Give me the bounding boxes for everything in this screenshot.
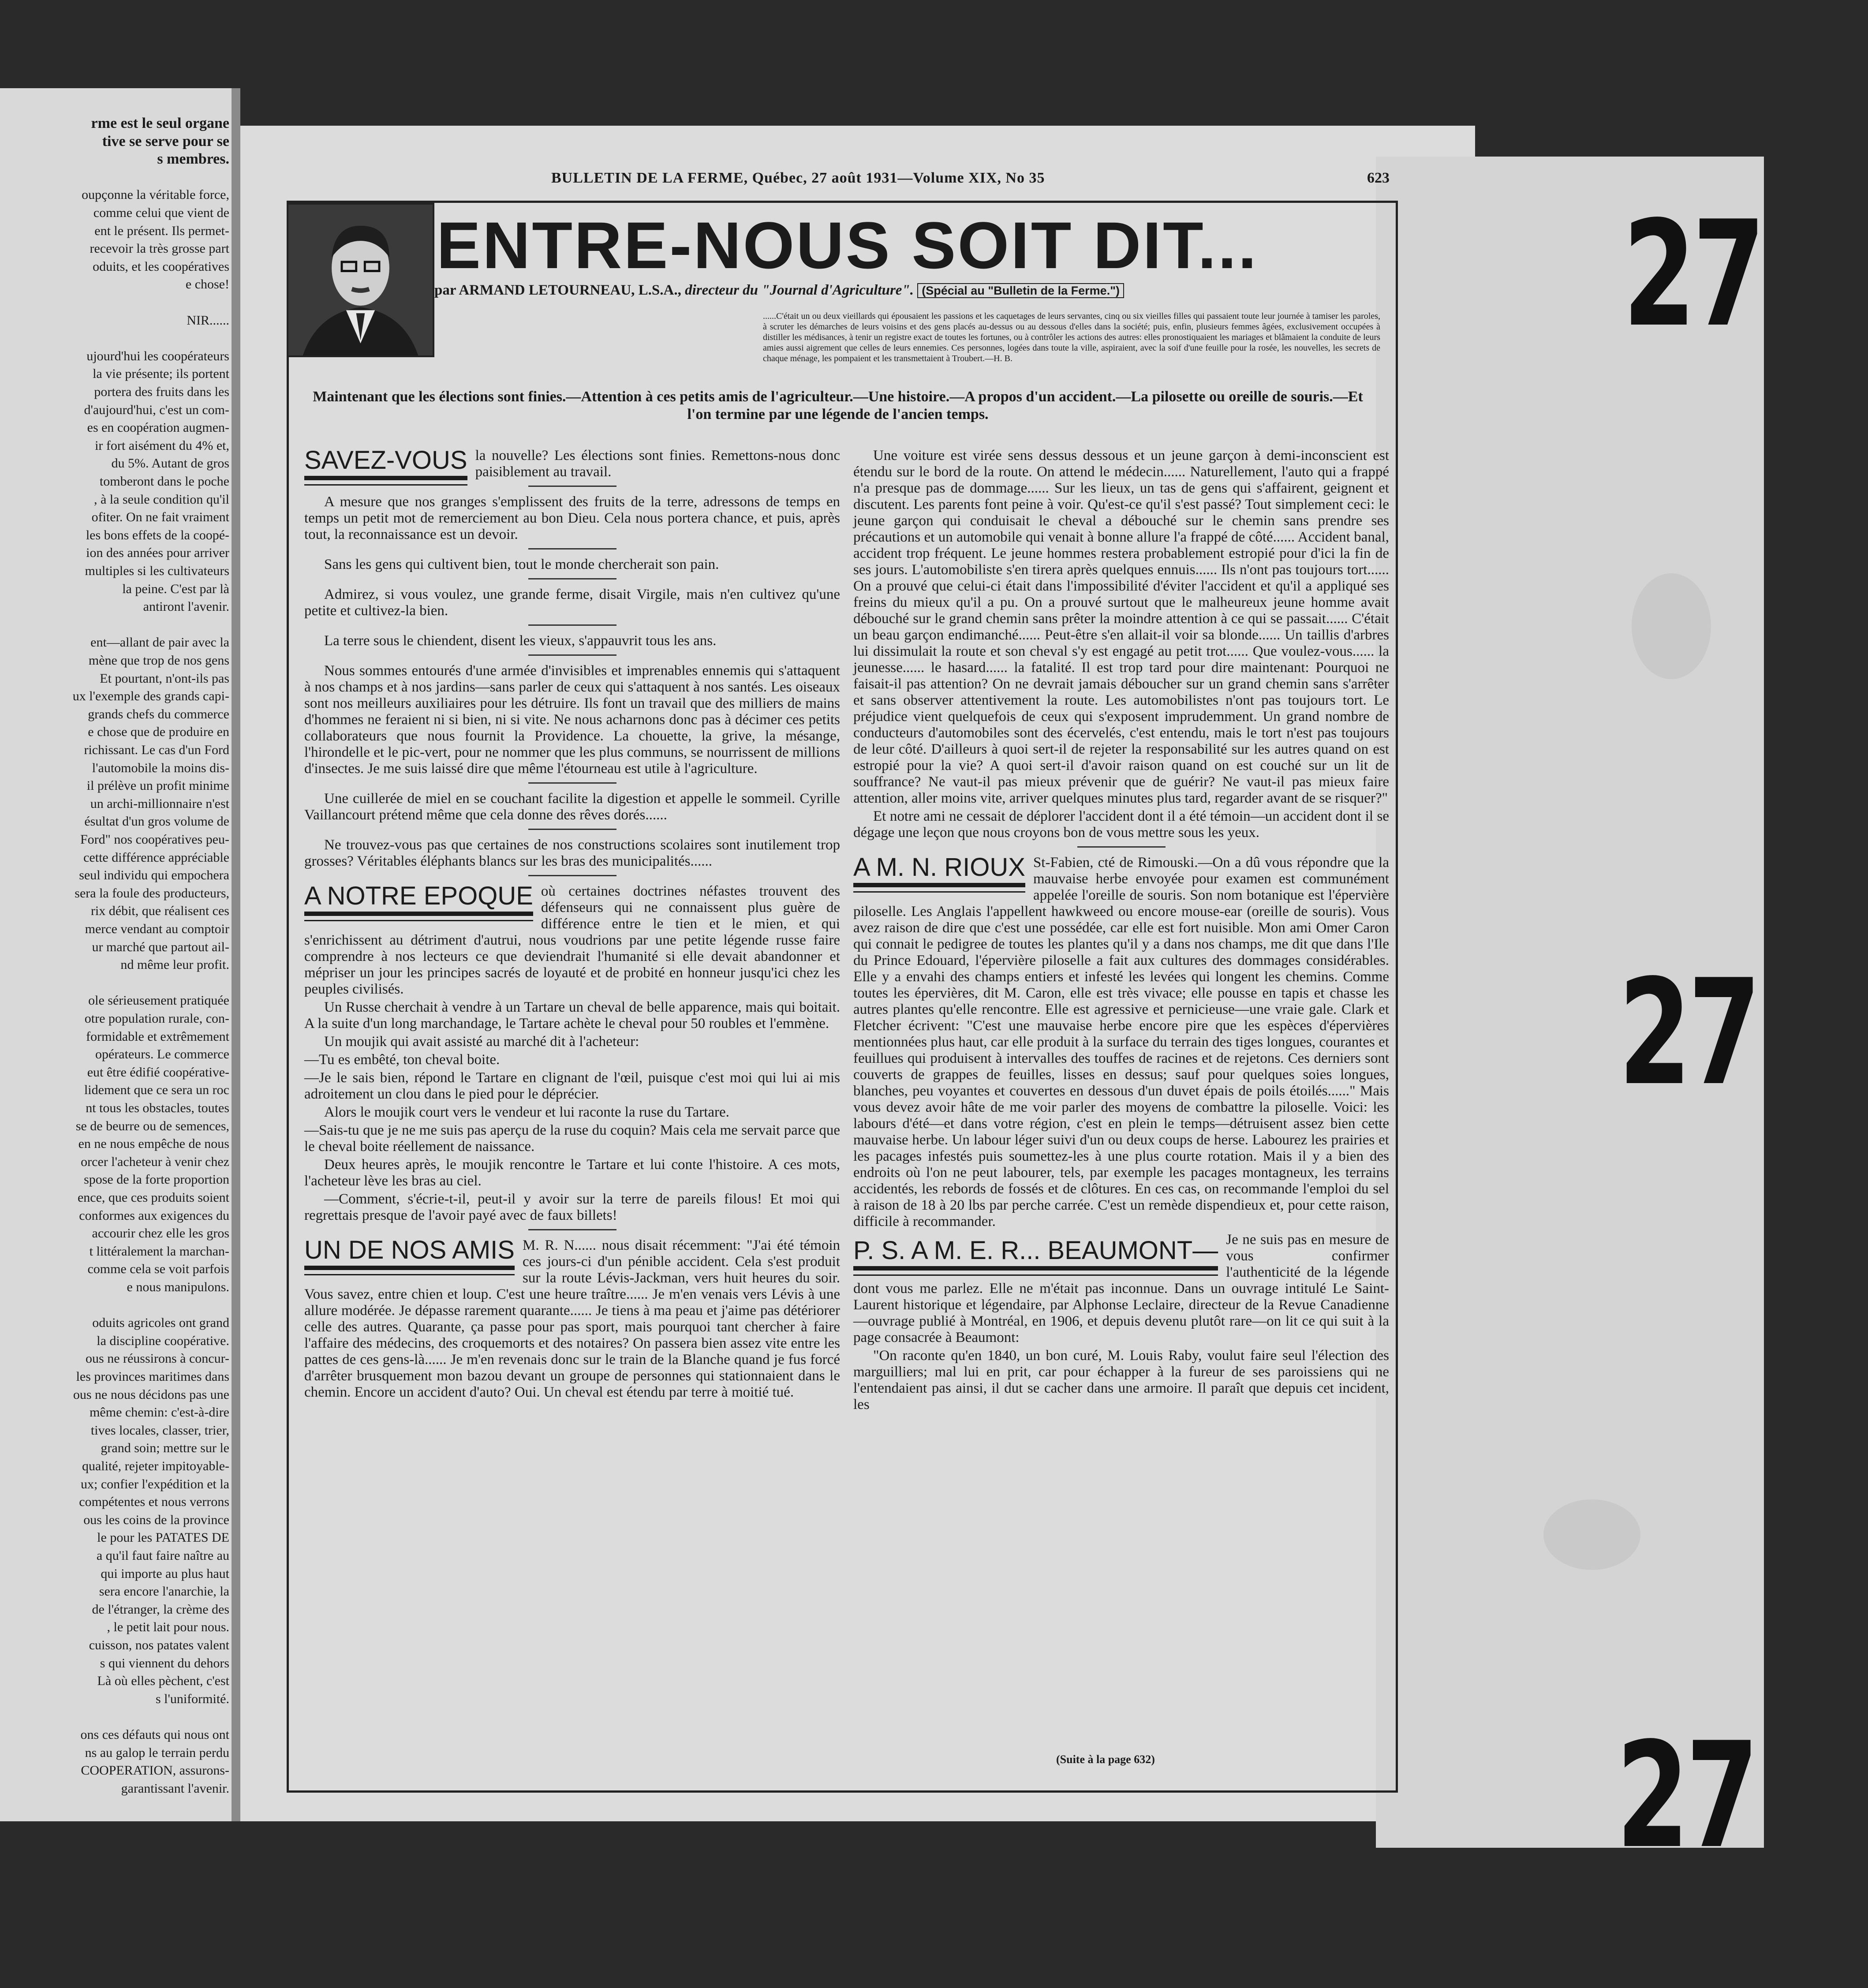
left-page-line: qualité, rejeter impitoyable- [82, 1459, 229, 1473]
left-page-line: compétentes et nous verrons [79, 1495, 229, 1510]
paragraph: Nous sommes entourés d'une armée d'invisibles et imprenables ennemis qui s'attaquent à nos champs et à nos jardins—sans parler de ceux qui s'attaquent à nos santés. Les oiseaux sont nos meilleurs auxiliaires pour les détruire. Ils font un travail que des milliers de mains d'hommes ne feraient ni si bien, ni si vite. Ne nous acharnons donc pas à décimer ces petits collaborateurs que nous fournit la Providence. La chouette, la grive, la mésange, l'hirondelle et le pic-vert, pour ne nommer que les plus communs, se nourrissent de millions d'insectes. Je me suis laissé dire que même l'étourneau est utile à l'agriculture. [304, 663, 840, 777]
left-page-line: ence, que ces produits soient [77, 1190, 229, 1205]
left-page-line: merce vendant au comptoir [85, 922, 229, 936]
left-page-line: tive se serve pour se [102, 133, 229, 149]
paragraph: Ne trouvez-vous pas que certaines de nos constructions scolaires sont inutilement trop grosses? Véritables éléphants blancs sur les bras des municipalités...... [304, 837, 840, 869]
left-page-line: ion des années pour arriver [86, 546, 229, 561]
left-page-line: ent le présent. Ils permet- [94, 223, 229, 238]
left-page-line: e chose que de produire en [88, 725, 229, 740]
left-page-line: formidable et extrêmement [86, 1029, 229, 1044]
left-page-line: ux l'exemple des grands capi- [72, 689, 229, 704]
paragraph: Deux heures après, le moujik rencontre le Tartare et lui conte l'histoire. A ces mots, l'acheteur lève les bras au ciel. [304, 1157, 840, 1189]
paragraph: Une cuillerée de miel en se couchant facilite la digestion et appelle le sommeil. Cyrille Vaillancourt prétend même que cela donne des rêves dorés...... [304, 791, 840, 823]
paragraph: Admirez, si vous voulez, une grande ferme, disait Virgile, mais n'en cultivez qu'une petite et cultivez-la bien. [304, 587, 840, 619]
left-page-line: e nous manipulons. [127, 1280, 229, 1294]
paragraph: A mesure que nos granges s'emplissent des fruits de la terre, adressons de temps en temps un petit mot de remerciement au bon Dieu. Cela nous portera chance, et puis, après tout, la reconnaissance est un devoir. [304, 494, 840, 542]
page-number: 623 [1367, 170, 1390, 186]
left-page-line: Ford" nos coopératives peu- [80, 832, 229, 847]
left-page-line: s qui viennent du dehors [100, 1655, 229, 1670]
left-page-line: tives locales, classer, trier, [90, 1423, 229, 1438]
left-page-line: richissant. Le cas d'un Ford [84, 743, 229, 757]
left-page-line: d'aujourd'hui, c'est un com- [84, 402, 229, 417]
left-page-line: l'automobile la moins dis- [92, 760, 229, 775]
paragraph: Alors le moujik court vers le vendeur et lui raconte la ruse du Tartare. [324, 1104, 729, 1120]
left-page-line: oduits agricoles ont grand [92, 1315, 229, 1330]
left-page-line: orcer l'acheteur à venir chez [81, 1154, 229, 1169]
paper-stain [1632, 573, 1711, 679]
section-heading-a-m-n-rioux: A M. N. RIOUX [853, 855, 1025, 887]
left-page-line: qui importe au plus haut [101, 1566, 229, 1581]
paragraph: Un moujik qui avait assisté au marché dit à l'acheteur: [324, 1034, 639, 1050]
divider [528, 548, 616, 549]
page-gutter [232, 88, 240, 1821]
left-page-line: spose de la forte proportion [84, 1172, 229, 1187]
left-page-line: se de beurre ou de semences, [75, 1118, 229, 1133]
left-page-line: , à la seule condition qu'il [93, 492, 229, 507]
paragraph: La terre sous le chiendent, disent les vieux, s'appauvrit tous les ans. [324, 633, 717, 649]
left-page-line: es en coopération augmen- [87, 420, 229, 435]
left-page-line: eut être édifié coopérative- [87, 1065, 229, 1080]
left-page-line: les provinces maritimes dans [76, 1369, 229, 1384]
paragraph: —Sais-tu que je ne me suis pas aperçu de la ruse du coquin? Mais cela me servait parce que le cheval boite réellement de naissance. [304, 1122, 840, 1155]
issue-marker-bottom: 27 [1616, 1711, 1756, 1880]
section-heading-ps-beaumont: P. S. A M. E. R... BEAUMONT— [853, 1238, 1218, 1271]
left-page-line: recevoir la très grosse part [90, 241, 229, 256]
left-page-line: NIR...... [187, 313, 229, 328]
left-page-line: ux; confier l'expédition et la [81, 1476, 229, 1491]
left-page-line: accourir chez elle les gros [92, 1226, 229, 1241]
left-page-line: nd même leur profit. [120, 957, 229, 972]
paragraph: Sans les gens qui cultivent bien, tout le monde chercherait son pain. [324, 557, 719, 572]
left-page-line: , le petit lait pour nous. [107, 1620, 229, 1635]
byline [434, 282, 1124, 299]
author-role: directeur du "Journal d'Agriculture". [685, 282, 914, 298]
left-page-line: rix débit, que réalisent ces [90, 904, 229, 919]
section-heading-a-notre-epoque: A NOTRE EPOQUE [304, 883, 533, 916]
paragraph: —Comment, s'écrie-t-il, peut-il y avoir sur la terre de pareils filous! Et moi qui regrettais presque de l'avoir payé avec de faux billets! [304, 1191, 840, 1223]
left-page-line: conformes aux exigences du [79, 1208, 229, 1223]
left-page-line: les bons effets de la coopé- [86, 527, 229, 542]
author-portrait [287, 203, 434, 357]
left-page-line: antiront l'avenir. [143, 599, 229, 614]
left-page-line: ésultat d'un gros volume de [84, 814, 229, 829]
paragraph: —Tu es embêté, ton cheval boite. [304, 1052, 500, 1068]
left-page-line: Là où elles pèchent, c'est [97, 1674, 229, 1689]
left-page-line: de l'étranger, la crème des [92, 1602, 229, 1617]
left-page-line: même chemin: c'est-à-dire [90, 1405, 229, 1420]
left-page-line: seul individu qui empochera [79, 868, 229, 883]
paragraph: —Je le sais bien, répond le Tartare en clignant de l'œil, puisque c'est moi qui lui ai mis adroitement un clou dans le pied pour le déprécier. [304, 1070, 840, 1102]
divider [528, 486, 616, 487]
divider [528, 578, 616, 579]
divider [1077, 846, 1166, 848]
left-page-line: Et pourtant, n'ont-ils pas [100, 671, 229, 686]
paragraph: Un Russe cherchait à vendre à un Tartare un cheval de belle apparence, mais qui boitait. A la suite d'un long marchandage, le Tartare achète le cheval pour 50 roubles et l'emmène. [304, 999, 840, 1031]
issue-marker-top: 27 [1623, 190, 1763, 359]
continued-note: (Suite à la page 632) [1056, 1753, 1155, 1766]
left-page-line: ole sérieusement pratiquée [88, 993, 229, 1008]
divider [528, 1229, 616, 1230]
left-page-line: ous ne nous décidons pas une [73, 1387, 229, 1402]
left-page-line: otre population rurale, con- [84, 1011, 229, 1026]
left-page-line: ous les coins de la province [83, 1512, 229, 1527]
section-heading-savez-vous: SAVEZ-VOUS [304, 448, 467, 480]
left-page-line: du 5%. Autant de gros [111, 456, 229, 471]
divider [528, 782, 616, 784]
left-page-line: la peine. C'est par là [122, 581, 229, 596]
epigraph: ......C'était un ou deux vieillards qui épousaient les passions et les caquetages de leurs servantes, cinq ou six vieilles filles qui passaient toute leur journée à tamiser les paroles, à scruter les démarches de leurs voisins et des gens placés au-dessus ou au dessous d'elles dans la société; puis, enfin, plusieurs femmes âgées, exclusivement occupées à distiller les médisances, à tenir un registre exact de toutes les fortunes, ou à contrôler les actions des autres: elles pronostiquaient les mariages et blâmaient la conduite de leurs amies aussi aigrement que celles de leurs ennemies. Ces personnes, logées dans toute la ville, aspiraient, avec la soif d'une feuille pour la rosée, les nouvelles, les secrets de chaque ménage, les pompaient et les transmettaient à Troubert.—H. B. [763, 311, 1380, 363]
article-summary: Maintenant que les élections sont finies.—Attention à ces petits amis de l'agriculteur.—Une histoire.—A propos d'un accident.—La pilosette ou oreille de souris.—Et l'on termine par une légende de l'ancien temps. [313, 389, 1363, 422]
paragraph: Une voiture est virée sens dessus dessous et un jeune garçon à demi-inconscient est étendu sur le bord de la route. On attend le médecin...... Naturellement, l'auto qui a frappé n'a presque pas de dommage...... Sur les lieux, un tas de gens qui s'affairent, geignent et discutent. Les parents font peine à voir. Qu'est-ce qu'il s'est passé? Tout simplement ceci: le jeune garçon qui conduisait le cheval a débouché sur le chemin sans prendre ses précautions et un automobile qui venait à bonne allure l'a frappé de côté...... Accident banal, accident trop fréquent. Le jeune hommes restera probablement estropié pour d'ici la fin de ses jours. L'automobiliste s'en tirera après quelques ennuis...... Ils n'ont pas toujours tort...... On a prouvé que celui-ci était dans l'impossibilité d'éviter l'accident et qu'il a appliqué ses freins du mieux qu'il a pu. On a prouvé surtout que le malheureux jeune homme avait débouché sur le grand chemin sans prêter la moindre attention à ce qui se passait...... C'était un beau garçon endimanché...... Peut-être s'en allait-il voir sa blonde...... Un taillis d'arbres lui dissimulait la route et son cheval s'y est engagé au petit trot...... Que voulez-vous...... la jeunesse...... le hasard...... la fatalité. Il est trop tard pour dire maintenant: Pourquoi ne faisait-il pas attention? On ne devrait jamais déboucher sur un grand chemin sans s'arrêter et sans observer attentivement la route. Les automobilistes n'ont pas toujours tort. Le préjudice vient quelquefois de ceux qui s'exposent imprudemment. Un grand nombre de conducteurs d'automobiles sont des écervelés, c'est entendu, mais le tort n'est pas toujours de leur côté. D'ailleurs à quoi sert-il de rejeter la responsabilité sur les autres quand on est estropié pour la vie? A quoi sert-il d'avoir raison quand on est couché sur un lit de souffrance? Ne vaut-il pas mieux prévenir que de guérir? Ne vaut-il pas mieux faire attention, aller moins vite, arriver quelques minutes plus tard, regarder avant de se risquer?" [853, 448, 1389, 806]
paragraph: "On raconte qu'en 1840, un bon curé, M. Louis Raby, voulut faire seul l'élection des marguilliers; mal lui en prit, car pour échapper à la fureur de ses paroissiens qui ne l'entendaient pas ainsi, il dut se cacher dans une armoire. Il paraît que depuis cet incident, les [853, 1348, 1389, 1413]
left-facing-page [0, 88, 232, 1821]
left-page-line: mène que trop de nos gens [88, 653, 229, 668]
left-page-line: cette différence appréciable [83, 850, 229, 865]
left-page-line: multiples si les cultivateurs [85, 564, 229, 578]
left-page-line: rme est le seul organe [91, 115, 229, 131]
divider [528, 624, 616, 626]
left-page-line: il prélève un profit minime [86, 778, 229, 793]
paper-stain [1543, 1499, 1640, 1570]
left-page-line: s l'uniformité. [155, 1691, 229, 1706]
left-page-line: un archi-millionnaire n'est [90, 796, 229, 811]
issue-marker-middle: 27 [1618, 948, 1758, 1117]
left-page-line: s membres. [157, 151, 229, 168]
left-page-line: oupçonne la véritable force, [82, 187, 229, 202]
left-page-line: ons ces défauts qui nous ont [80, 1727, 229, 1742]
left-page-line: nt tous les obstacles, toutes [86, 1101, 229, 1115]
divider [528, 654, 616, 656]
running-header: BULLETIN DE LA FERME, Québec, 27 août 1931—Volume XIX, No 35 [551, 170, 1045, 186]
column-left [304, 448, 840, 1402]
left-page-line: garantissant l'avenir. [121, 1781, 229, 1796]
portrait-engraving [288, 205, 433, 355]
paragraph: la nouvelle? Les élections sont finies. Remettons-nous donc paisiblement au travail. [475, 448, 840, 480]
author-name: par ARMAND LETOURNEAU, L.S.A., [434, 282, 685, 298]
left-page-line: tomberont dans le poche [99, 474, 229, 489]
left-page-line: comme celui que vient de [93, 206, 229, 220]
left-page-line: e chose! [185, 277, 229, 292]
paragraph: M. R. N...... nous disait récemment: "J'ai été témoin ces jours-ci d'un pénible accident. Cela s'est produit sur la route Lévis-Jackman, vers huit heures du soir. Vous savez, entre chien et loup. C'est une heure traître...... Je m'en venais vers Lévis à une allure modérée. Je dépasse rarement quarante...... Je tiens à ma peau et j'aime pas détériorer celle des autres. Quarante, ça passe pour pas sport, mais pourquoi tant chercher à faire l'affaire des médecins, des croquemorts et des notaires? On passera bien assez vite entre les pattes de ces gens-là...... Je m'en revenais donc sur le train de la Blanche quand je fus forcé d'arrêter brusquement mon bazou devant un groupe de personnes qui stationnaient dans le chemin. Encore un accident d'auto? Oui. Un cheval est étendu par terre à moitié tué. [304, 1237, 840, 1400]
left-page-line: le pour les PATATES DE [97, 1530, 229, 1545]
left-page-line: sera encore l'anarchie, la [99, 1584, 229, 1599]
left-page-line: COOPERATION, assurons- [81, 1763, 229, 1778]
paragraph: où certaines doctrines néfastes trouvent des défenseurs qui ne connaissent plus guère de différence entre le tien et le mien, et qui s'enrichissent au détriment d'autrui, nous voudrions par une petite légende russe faire comprendre à nos lecteurs ce que deviendrait l'humanité si elle devait abandonner et mépriser un jour les principes sacrés de loyauté et de probité en honneur jusqu'ici chez les peuples civilisés. [304, 883, 840, 997]
left-page-line: oduits, et les coopératives [93, 259, 229, 274]
left-page-line: opérateurs. Le commerce [95, 1047, 229, 1062]
left-page-line: grand soin; mettre sur le [101, 1441, 229, 1456]
column-right [853, 448, 1389, 1415]
divider [528, 829, 616, 830]
divider [528, 875, 616, 876]
left-page-line: la vie présente; ils portent [93, 366, 229, 381]
left-page-line: cuisson, nos patates valent [89, 1638, 229, 1652]
left-page-line: a qu'il faut faire naître au [96, 1548, 229, 1563]
left-page-line: ent—allant de pair avec la [90, 635, 229, 650]
paragraph: Et notre ami ne cessait de déplorer l'accident dont il a été témoin—un accident dont il se dégage une leçon que nous croyons bon de vous mettre sous les yeux. [853, 808, 1389, 841]
left-page-line: la discipline coopérative. [97, 1333, 229, 1348]
left-page-line: lidement que ce sera un roc [84, 1083, 229, 1098]
left-page-line: portera des fruits dans les [94, 385, 229, 399]
article-title: ENTRE-NOUS SOIT DIT... [437, 208, 1259, 282]
left-page-line: ns au galop le terrain perdu [85, 1745, 229, 1760]
left-page-line: t littéralement la marchan- [89, 1244, 229, 1259]
special-note: (Spécial au "Bulletin de la Ferme.") [917, 283, 1124, 298]
left-page-line: ous ne réussirons à concur- [86, 1351, 229, 1366]
section-heading-un-de-nos-amis: UN DE NOS AMIS [304, 1237, 515, 1270]
left-page-line: grands chefs du commerce [88, 706, 229, 721]
left-page-line: ujourd'hui les coopérateurs [86, 348, 229, 363]
left-page-line: ofiter. On ne fait vraiment [91, 510, 229, 525]
left-page-line: ir fort aisément du 4% et, [95, 438, 229, 453]
left-page-line: ur marché que partout ail- [92, 939, 229, 954]
left-page-line: sera la foule des producteurs, [75, 886, 229, 901]
left-page-line: en ne nous empêche de nous [78, 1136, 229, 1151]
paragraph: Je ne suis pas en mesure de vous confirmer l'authenticité de la légende dont vous me parlez. Elle ne m'était pas inconnue. Dans un ouvrage intitulé Le Saint-Laurent historique et légendaire, par Alphonse Leclaire, directeur de la Revue Canadienne—ouvrage publié à Montréal, en 1906, et depuis devenu plutôt rare—on lit ce qui suit à la page consacrée à Beaumont: [853, 1232, 1389, 1345]
left-page-line: comme cela se voit parfois [87, 1262, 229, 1277]
paragraph: St-Fabien, cté de Rimouski.—On a dû vous répondre que la mauvaise herbe envoyée pour examen est communément appelée l'oreille de souris. Son nom botanique est l'épervière piloselle. Les Anglais l'appellent hawkweed ou encore mouse-ear (oreille de souris). Vous avez raison de dire que c'est une possédée, car elle est fort nuisible. Mon ami Omer Caron qui connait le pedigree de toutes les plantes qu'il y a dans nos champs, me dit que dans l'Ile du Prince Edouard, l'épervière piloselle a fait aux cultures des dommages considérables. Elle y a envahi des champs entiers et infesté les levées qui longent les chemins. Comme toutes les épervières, dit M. Caron, elle est très vivace; elle pousse en tapis et chasse les autres plantes qu'elle rencontre. Elle est agressive et pernicieuse—une vraie gale. Clark et Fletcher écrivent: "C'est une mauvaise herbe encore pire que les espèces d'épervières mentionnées plus haut, car elle produit à la surface du terrain des tiges longues, courantes et feuillues qui produisent à intervalles des touffes de racines et de rejetons. Ces derniers sont couverts de grappes de feuilles, lisses en dessus; sauf pour quelques soies longues, blanches, peu voyantes et couvertes en dessous d'un duvet épais de poils étoilés......" Mais vous devez avoir hâte de me voir parler des moyens de combattre la piloselle. Voici: les labours d'été—et dans votre région, c'est en plein le temps—détruisent assez bien cette mauvaise herbe. Un labour léger suivi d'un ou deux coups de herse. Labourez les prairies et les pacages infestés puis soumettez-les à une plus courte rotation. Mais il y a bien des endroits où l'on ne peut labourer, tels, par exemple les pacages montagneux, les terrains accidentés, les rebords de fossés et de clôtures. En ces cas, on recommande l'emploi du sel à raison de 18 à 20 lbs par perche carrée. C'est un remède dispendieux et, pour cette raison, difficile à recommander. [853, 855, 1389, 1229]
